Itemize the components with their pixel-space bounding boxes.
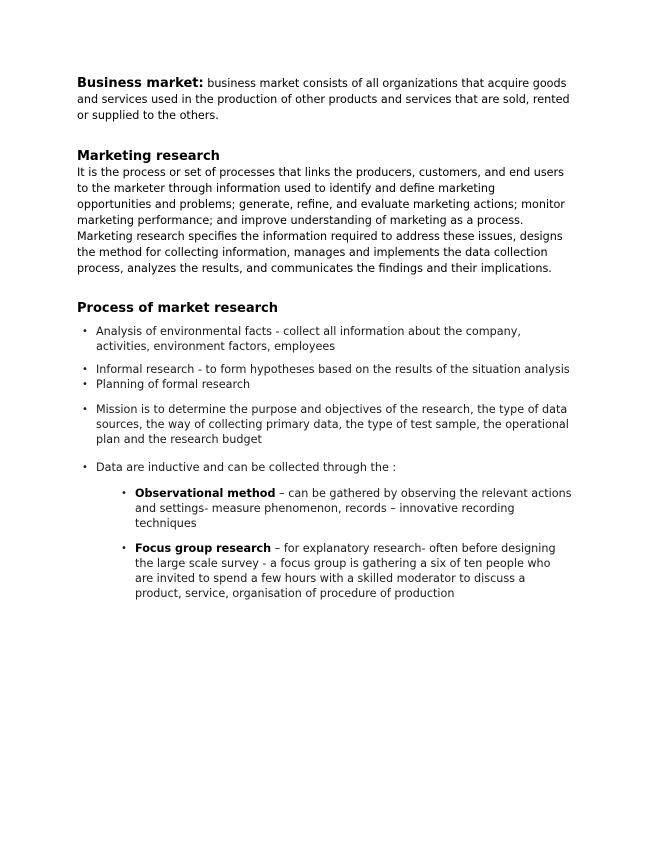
bullet-icon: • — [121, 543, 127, 554]
observational-method-term: Observational method — [135, 487, 276, 500]
marketing-research-body: It is the process or set of processes that links the producers, customers, and end users to the marketer through information used to identify and define marketing opportunities and problems; generate, refine, and evaluate marketing actions; monitor marketing performance; and improve understanding of marketing as a process. Marketing research specifies the information required to address these issues, designs the method for collecting information, manages and implements the data collection process, analyzes the results, and communicates the findings and their implications. — [77, 166, 565, 275]
list-item — [77, 377, 572, 392]
bullet-icon: • — [82, 379, 88, 390]
process-heading: Process of market research — [77, 301, 279, 316]
list-item — [116, 486, 572, 531]
list-item-text: Mission is to determine the purpose and objectives of the research, the type of data sources, the way of collecting primary data, the type of test sample, the operational plan and the research budget — [96, 403, 569, 446]
business-market-paragraph — [77, 76, 572, 124]
document-page — [77, 76, 572, 601]
business-market-term: Business market: — [77, 76, 204, 91]
bullet-icon: • — [82, 404, 88, 415]
list-item-text: Data are inductive and can be collected through the : — [96, 461, 397, 474]
list-item-text: Planning of formal research — [96, 378, 251, 391]
bullet-icon: • — [82, 364, 88, 375]
bullet-icon: • — [82, 462, 88, 473]
list-item — [77, 402, 572, 447]
process-list — [77, 324, 572, 475]
list-item — [77, 362, 572, 377]
data-collection-methods-list — [77, 486, 572, 601]
list-item — [77, 460, 572, 475]
list-item-text: Informal research - to form hypotheses based on the results of the situation analysis — [96, 363, 570, 376]
list-item — [77, 324, 572, 354]
business-market-definition: business market consists of all organizations that acquire goods and services used in the production of other products and services that are sold, rented or supplied to the others. — [77, 77, 570, 122]
observational-method-text: – can be gathered by observing the relevant actions and settings- measure phenomenon, records – innovative recording techniques — [135, 487, 572, 530]
bullet-icon: • — [121, 488, 127, 499]
marketing-research-heading: Marketing research — [77, 149, 220, 164]
focus-group-research-term: Focus group research — [135, 542, 272, 555]
list-item-text: Analysis of environmental facts - collect all information about the company, activities, environment factors, employees — [96, 325, 521, 353]
bullet-icon: • — [82, 326, 88, 337]
focus-group-research-text: – for explanatory research- often before designing the large scale survey - a focus group is gathering a six of ten people who are invited to spend a few hours with a skilled moderator to discuss a product, service, organisation of procedure of production — [135, 542, 556, 600]
list-item — [116, 541, 572, 601]
